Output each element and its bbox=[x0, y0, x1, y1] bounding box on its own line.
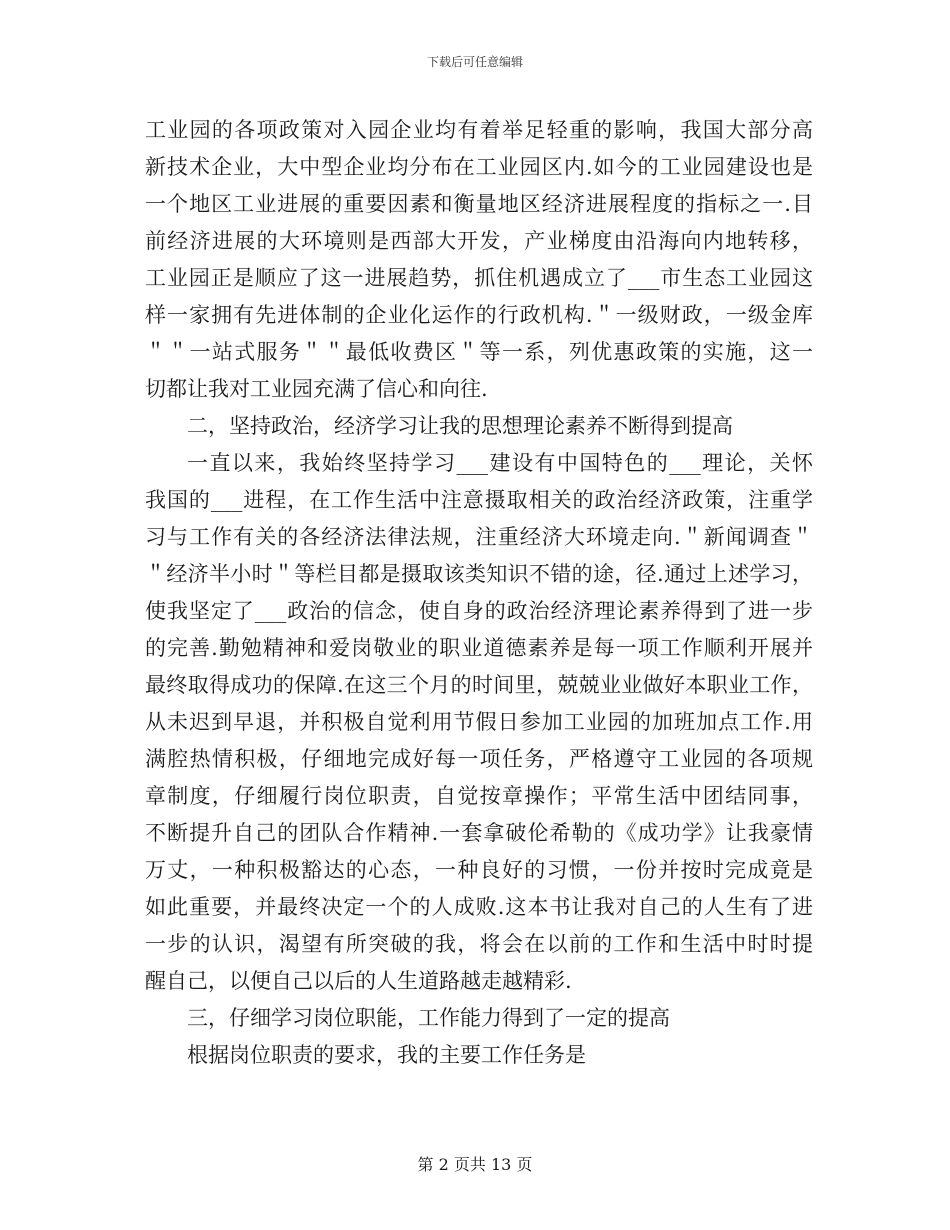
paragraph-line: 的完善.勤勉精神和爱岗敬业的职业道德素养是每一项工作顺利开展并 bbox=[145, 636, 813, 660]
paragraph-line: 前经济进展的大环境则是西部大开发，产业梯度由沿海向内地转移， bbox=[145, 229, 813, 253]
paragraph-line: 醒自己，以便自己以后的人生道路越走越精彩. bbox=[145, 969, 572, 993]
page-header-note: 下载后可任意编辑 bbox=[426, 55, 523, 69]
page-number: 第 2 页共 13 页 bbox=[417, 1155, 533, 1174]
paragraph-line: 新技术企业，大中型企业均分布在工业园区内.如今的工业园建设也是 bbox=[145, 155, 813, 179]
paragraph-line: 满腔热情积极，仔细地完成好每一项任务，严格遵守工业园的各项规 bbox=[145, 747, 813, 771]
paragraph-line: 我国的___进程，在工作生活中注意摄取相关的政治经济政策，注重学 bbox=[145, 488, 813, 512]
paragraph-line: 从未迟到早退，并积极自觉利用节假日参加工业园的加班加点工作.用 bbox=[145, 710, 813, 734]
paragraph-line: ＂＂一站式服务＂＂最低收费区＂等一系，列优惠政策的实施，这一 bbox=[145, 340, 813, 364]
document-body bbox=[145, 112, 813, 1074]
paragraph-line: 工业园正是顺应了这一进展趋势，抓住机遇成立了___市生态工业园这 bbox=[145, 266, 813, 290]
paragraph-line: 章制度，仔细履行岗位职责，自觉按章操作；平常生活中团结同事， bbox=[145, 784, 813, 808]
paragraph-line: 切都让我对工业园充满了信心和向往. bbox=[145, 377, 488, 401]
paragraph-line: 不断提升自己的团队合作精神.一套拿破伦希勒的《成功学》让我豪情 bbox=[145, 821, 813, 845]
paragraph-line: 如此重要，并最终决定一个的人成败.这本书让我对自己的人生有了进 bbox=[145, 895, 813, 919]
paragraph-line: 一步的认识，渴望有所突破的我，将会在以前的工作和生活中时时提 bbox=[145, 932, 813, 956]
paragraph-line: 一直以来，我始终坚持学习___建设有中国特色的___理论，关怀 bbox=[187, 451, 813, 475]
paragraph-line: 工业园的各项政策对入园企业均有着举足轻重的影响，我国大部分高 bbox=[145, 118, 813, 142]
paragraph-line: 习与工作有关的各经济法律法规，注重经济大环境走向.＂新闻调查＂ bbox=[145, 525, 813, 549]
section-heading-2: 二，坚持政治，经济学习让我的思想理论素养不断得到提高 bbox=[187, 414, 733, 438]
paragraph-line: 一个地区工业进展的重要因素和衡量地区经济进展程度的指标之一.目 bbox=[145, 192, 813, 216]
paragraph-line: 使我坚定了___政治的信念，使自身的政治经济理论素养得到了进一步 bbox=[145, 599, 813, 623]
paragraph-line: 万丈，一种积极豁达的心态，一种良好的习惯，一份并按时完成竟是 bbox=[145, 858, 813, 882]
paragraph-line: 样一家拥有先进体制的企业化运作的行政机构.＂一级财政，一级金库 bbox=[145, 303, 813, 327]
paragraph-line: 根据岗位职责的要求，我的主要工作任务是 bbox=[187, 1043, 586, 1067]
section-heading-3: 三，仔细学习岗位职能，工作能力得到了一定的提高 bbox=[187, 1006, 670, 1030]
paragraph-line: 最终取得成功的保障.在这三个月的时间里，兢兢业业做好本职业工作， bbox=[145, 673, 813, 697]
paragraph-line: ＂经济半小时＂等栏目都是摄取该类知识不错的途，径.通过上述学习， bbox=[145, 562, 813, 586]
